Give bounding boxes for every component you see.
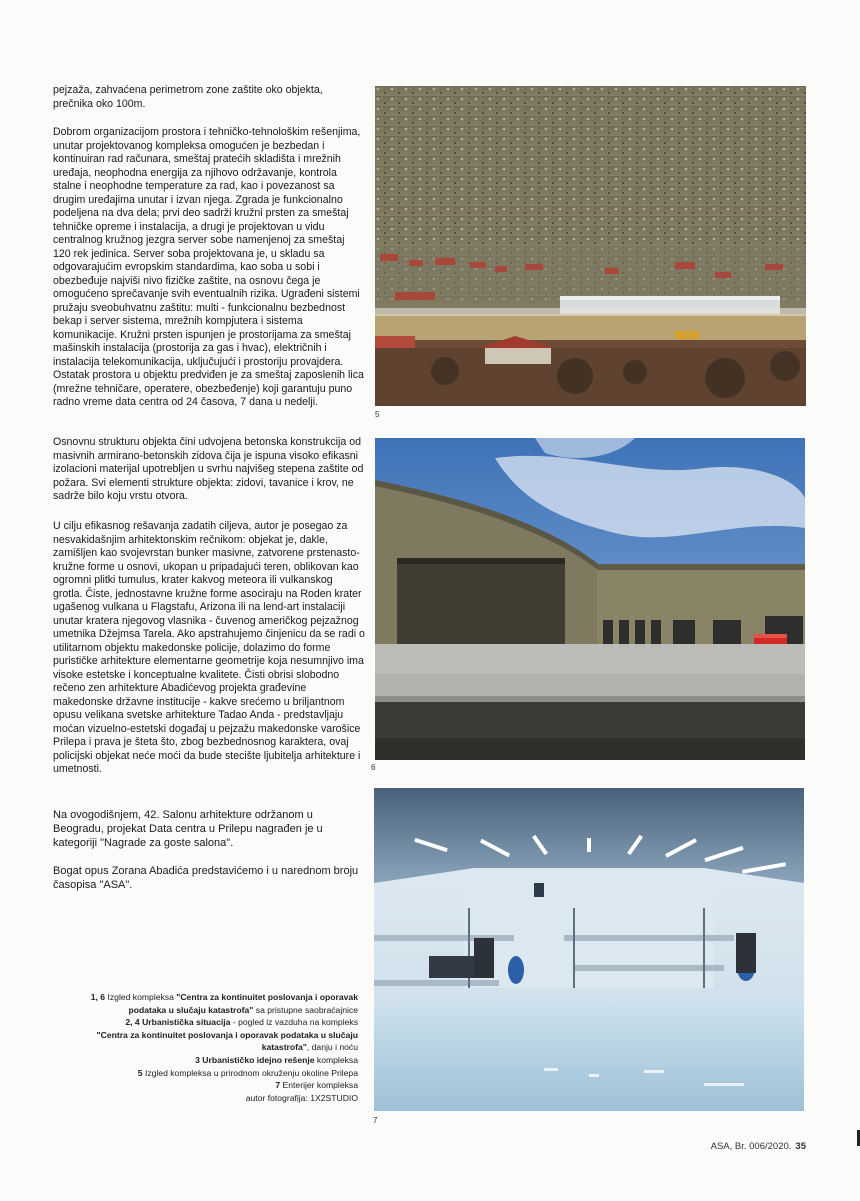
figure-captions [40,991,358,1104]
text-block-next-issue [53,864,363,892]
caption-number: 1, 6 [90,992,106,1002]
figure-number-5: 5 [375,410,380,419]
text-block-award [53,808,363,850]
paragraph-structure: Osnovnu strukturu objekta čini udvojena betonska konstrukcija od masivnih armirano-betonskih zidova čija je ispuna visoko efikasni izolacioni materijal upotrebljen u svrhu najvišeg stepena zaštite od požara. Svi elementi strukture objekta: zidovi, tavanice i krov, ne sadrže bilo koju vrstu otvora. [53,436,364,502]
caption-text: Izgled kompleksa u prirodnom okruženju okoline Prilepa [144,1067,358,1078]
figure-number-6: 6 [371,763,376,772]
paragraph-architecture: U cilju efikasnog rešavanja zadatih ciljeva, autor je posegao za nesvakidašnjim arhitektonskim rečnikom: objekat je, dakle, zamišljen kao svojevrstan bunker masivne, zatvorene prstenasto-kružne forme u osnovi, ukopan u pripadajući teren, oblikovan kao ogromni plitki tumulus, krater kakvog meteora ili vulkanskog grotla. Čiste, jednostavne kružne forme asociraju na Roden krater ugašenog vulkana u Flagstafu, Arizona ili na lend-art instalaciji unutar kratera njegovog vlasnika - čuvenog američkog pejzažnog umetnika Džejmsa Tarela. Ako apstrahujemo činjenicu da se radi o utilitarnom objektu makedonske policije, dolazimo do forme purističke arhitekture elementarne geometrije koja nesumnjivo ima visoke estetske i konceptualne kvalitete. Čisti obrisi slobodno rečeno zen arhitekture Abadićevog projekta građevine makedonske državne institucije - kakve srećemo u briljantnom opusu velikana svetske arhitekture Tadao Anda - predstavljaju moćan vizuelno-estetski događaj u pejzažu makedonske varošice Prilepa i prava je šteta što, zbog bezbednosnog karaktera, ovaj policijski objekat neće moći da bude stecište ljubitelja arhitekture i umetnosti. [53,520,365,775]
credit-text: autor fotografija: 1X2STUDIO [245,1092,358,1103]
caption-5 [40,1067,358,1080]
caption-number: 5 [137,1067,143,1078]
text-block-architecture [53,520,365,777]
caption-text: Izgled kompleksa [107,992,174,1002]
caption-text: , danju i noću [306,1042,358,1053]
caption-1-6 [40,991,358,1004]
caption-text: sa pristupne saobraćajnice [255,1004,358,1015]
landscape-illustration [375,86,806,406]
caption-number: 7 [275,1080,281,1091]
paragraph-organization: Dobrom organizacijom prostora i tehničko-tehnološkim rešenjima, unutar projektovanog kompleksa omogućen je bezbedan i kontinuiran rad računara, smeštaj pratećih skladišta i mrežnih uređaja, neophodna energija za njihovo održavanje, kontrola stalne i neophodne temperature za rad, kao i povezanost sa drugim uređajima unutar i izvan njega. Zgrada je funkcionalno podeljena na dva dela; prvi deo sadrži kružni prsten za smeštaj tehničke opreme i instalacija, a drugi je projektovan u vidu centralnog kružnog jezgra server sobe namenjenoj za smeštaj 120 rek jedinica. Server soba projektovana je, u skladu sa odgovarajućim evropskim standardima, kao soba u sobi i obezbeđuje najviši nivo fizičke zaštite, na osnovu čega je omogućeno sprečavanje svih eventualnih rizika. Ugrađeni sistemi pružaju sveobuhvatnu zaštitu: multi - funkcionalnu bezbednost bekap i server sistema, mrežnih kompjutera i sistema komunikacije. Kružni prsten ispunjen je prostorijama za smeštaj mašinskih instalacija (prostorija za gas i hvac), električnih i instalacija telekomunikacija, uključujući i prostoriju provajdera. Ostatak prostora u objektu predviđen je za smeštaj zaposlenih lica (mrežne tehničare, operatere, obezbeđenje) koji garantuju puno radno vreme data centra od 24 časova, 7 dana u nedelji. [53,126,364,408]
building-illustration [375,438,805,760]
caption-text: - pogled iz vazduha na kompleks [232,1017,358,1028]
caption-bold: "Centra za kontinuitet poslovanja i oporavak podataka u slučaju [96,1029,358,1040]
caption-bold: "Centra za kontinuitet poslovanja i oporavak [176,992,358,1002]
caption-number: 2, 4 [125,1017,140,1028]
caption-text: Enterijer kompleksa [282,1080,358,1091]
page-number: 35 [795,1141,806,1152]
text-column-top [53,84,365,111]
interior-illustration [374,788,804,1111]
caption-bold: katastrofa" [261,1042,307,1053]
caption-3 [40,1054,358,1067]
paragraph-next-issue: Bogat opus Zorana Abadića predstavićemo i u narednom broju časopisa "ASA". [53,865,359,891]
caption-2-4 [40,1016,358,1029]
text-block-structure [53,436,365,504]
photo-building-exterior [375,438,805,760]
paragraph-intro: pejzaža, zahvaćena perimetrom zone zaštite oko objekta, prečnika oko 100m. [53,84,323,110]
caption-2-4-line2 [40,1029,358,1042]
page-footer [711,1141,806,1152]
text-block-organization [53,126,365,410]
photo-credit [40,1092,358,1105]
caption-number: 3 [195,1054,200,1065]
figure-number-7: 7 [373,1116,378,1125]
photo-landscape [375,86,806,406]
caption-bold: podataka u slučaju katastrofa" [128,1004,254,1015]
journal-issue: ASA, Br. 006/2020. [710,1141,792,1152]
caption-2-4-line3 [40,1041,358,1054]
paragraph-award: Na ovogodišnjem, 42. Salonu arhitekture održanom u Beogradu, projekat Data centra u Prilepu nagrađen je u kategoriji "Nagrade za goste salona". [53,809,323,849]
caption-1-6-line2 [40,1004,358,1017]
photo-interior [374,788,804,1111]
caption-7 [40,1079,358,1092]
caption-bold: Urbanističko idejno rešenje [202,1054,315,1065]
caption-bold: Urbanistička situacija [142,1017,231,1028]
caption-text: kompleksa [316,1054,358,1065]
